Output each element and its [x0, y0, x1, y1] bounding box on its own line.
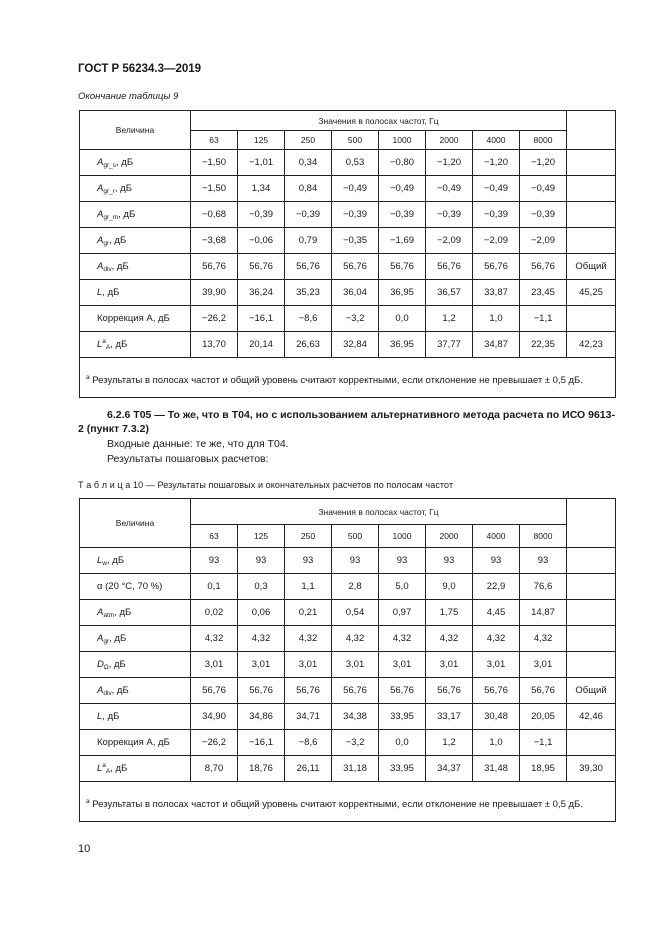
total-cell	[567, 730, 616, 756]
table-row	[80, 254, 616, 280]
freq-header-500: 500	[332, 525, 379, 548]
value-cell: 56,76	[379, 678, 426, 704]
table-row	[80, 730, 616, 756]
value-cell: 56,76	[426, 254, 473, 280]
row-symbol: A	[97, 234, 104, 246]
value-cell: 9,0	[426, 574, 473, 600]
value-cell: −0,39	[285, 202, 332, 228]
table-row	[80, 652, 616, 678]
value-cell: −2,09	[426, 228, 473, 254]
value-cell: −0,80	[379, 150, 426, 176]
row-subscript: div	[103, 265, 112, 273]
row-label	[80, 280, 191, 306]
row-subscript: gr	[103, 637, 110, 645]
value-cell: 0,02	[191, 600, 238, 626]
value-cell: 4,32	[332, 626, 379, 652]
value-cell: −3,68	[191, 228, 238, 254]
value-cell: 93	[238, 548, 285, 574]
value-cell: 3,01	[379, 652, 426, 678]
row-label	[80, 756, 191, 782]
value-cell: 22,35	[520, 332, 567, 358]
table-row	[80, 176, 616, 202]
freq-header-250: 250	[285, 131, 332, 150]
row-label	[80, 574, 191, 600]
value-cell: −26,2	[191, 730, 238, 756]
row-unit: , дБ	[114, 606, 132, 618]
total-cell	[567, 202, 616, 228]
value-cell: 93	[285, 548, 332, 574]
value-cell: −0,35	[332, 228, 379, 254]
value-cell: −1,1	[520, 306, 567, 332]
footnote-mark: а	[86, 797, 90, 805]
value-cell: 1,2	[426, 306, 473, 332]
total-cell: 42,46	[567, 704, 616, 730]
table-footnote	[80, 358, 616, 398]
freq-header-4000: 4000	[473, 525, 520, 548]
value-cell: 14,87	[520, 600, 567, 626]
row-label	[80, 254, 191, 280]
value-cell: −16,1	[238, 730, 285, 756]
value-cell: 56,76	[238, 678, 285, 704]
value-cell: −1,50	[191, 176, 238, 202]
value-cell: 0,06	[238, 600, 285, 626]
value-cell: 36,04	[332, 280, 379, 306]
section-heading-6-2-6: 6.2.6 Т05 — То же, что в Т04, но с использованием альтернативного метода расчета по ИСО 9613-2 (пункт 7.3.2)	[78, 409, 615, 435]
row-symbol: L	[97, 711, 103, 722]
value-cell: 93	[473, 548, 520, 574]
value-cell: 22,9	[473, 574, 520, 600]
value-cell: −1,69	[379, 228, 426, 254]
value-cell: −8,6	[285, 730, 332, 756]
value-cell: 93	[191, 548, 238, 574]
value-cell: −0,39	[238, 202, 285, 228]
row-label	[80, 704, 191, 730]
value-cell: 31,18	[332, 756, 379, 782]
row-label	[80, 150, 191, 176]
row-unit: , дБ	[110, 339, 128, 350]
column-header-total	[567, 111, 616, 150]
table-row	[80, 228, 616, 254]
freq-header-1000: 1000	[379, 525, 426, 548]
row-label	[80, 332, 191, 358]
value-cell: 56,76	[191, 678, 238, 704]
row-unit: , дБ	[107, 554, 125, 566]
value-cell: −3,2	[332, 730, 379, 756]
value-cell: 56,76	[332, 254, 379, 280]
value-cell: 33,95	[379, 704, 426, 730]
value-cell: 36,57	[426, 280, 473, 306]
row-symbol: A	[97, 632, 104, 644]
section-results-intro: Результаты пошаговых расчетов:	[107, 453, 269, 465]
value-cell: 4,32	[520, 626, 567, 652]
value-cell: 1,0	[473, 730, 520, 756]
value-cell: 34,38	[332, 704, 379, 730]
row-subscript: w	[102, 559, 107, 567]
value-cell: 26,11	[285, 756, 332, 782]
row-superscript: a	[102, 338, 106, 345]
value-cell: 93	[379, 548, 426, 574]
value-cell: −0,68	[191, 202, 238, 228]
total-cell	[567, 626, 616, 652]
table-row	[80, 756, 616, 782]
row-symbol: L	[97, 339, 103, 350]
row-subscript: div	[103, 689, 112, 697]
row-label	[80, 548, 191, 574]
freq-header-63: 63	[191, 525, 238, 548]
page-number: 10	[78, 843, 91, 855]
row-label	[80, 678, 191, 704]
row-label	[80, 626, 191, 652]
value-cell: −0,49	[426, 176, 473, 202]
freq-header-125: 125	[238, 131, 285, 150]
value-cell: 4,32	[191, 626, 238, 652]
value-cell: −0,49	[332, 176, 379, 202]
value-cell: 39,90	[191, 280, 238, 306]
table-10	[79, 498, 616, 822]
row-subscript: gr_s	[103, 161, 116, 169]
table-row	[80, 202, 616, 228]
freq-header-8000: 8000	[520, 525, 567, 548]
table9-continuation-caption: Окончание таблицы 9	[78, 91, 179, 102]
value-cell: −26,2	[191, 306, 238, 332]
footnote-text: Результаты в полосах частот и общий уровень считают корректными, если отклонение не превышает ± 0,5 дБ.	[92, 374, 583, 386]
value-cell: 36,95	[379, 332, 426, 358]
value-cell: 4,32	[238, 626, 285, 652]
table-footnote	[80, 782, 616, 822]
value-cell: 56,76	[238, 254, 285, 280]
value-cell: 36,24	[238, 280, 285, 306]
value-cell: 3,01	[426, 652, 473, 678]
value-cell: 13,70	[191, 332, 238, 358]
value-cell: −0,39	[332, 202, 379, 228]
value-cell: 3,01	[520, 652, 567, 678]
freq-header-250: 250	[285, 525, 332, 548]
freq-header-125: 125	[238, 525, 285, 548]
row-symbol: L	[97, 763, 103, 774]
value-cell: 56,76	[520, 678, 567, 704]
value-cell: 37,77	[426, 332, 473, 358]
value-cell: 3,01	[238, 652, 285, 678]
value-cell: 0,1	[191, 574, 238, 600]
row-unit: , дБ	[114, 182, 132, 194]
value-cell: 56,76	[285, 254, 332, 280]
value-cell: −1,50	[191, 150, 238, 176]
column-header-total	[567, 499, 616, 548]
value-cell: 93	[332, 548, 379, 574]
document-header-standard: ГОСТ Р 56234.3—2019	[78, 63, 202, 75]
value-cell: 30,48	[473, 704, 520, 730]
value-cell: 26,63	[285, 332, 332, 358]
row-symbol: L	[97, 554, 103, 566]
value-cell: 1,2	[426, 730, 473, 756]
value-cell: 34,86	[238, 704, 285, 730]
row-superscript: a	[102, 762, 106, 769]
table-row	[80, 704, 616, 730]
value-cell: 0,3	[238, 574, 285, 600]
total-cell: Общий	[567, 678, 616, 704]
value-cell: 3,01	[473, 652, 520, 678]
table-row	[80, 574, 616, 600]
row-unit: α (20 °С, 70 %)	[97, 581, 163, 592]
column-header-quantity: Величина	[80, 111, 191, 150]
row-subscript: Ω	[103, 663, 109, 671]
value-cell: 34,87	[473, 332, 520, 358]
row-unit: , дБ	[109, 632, 127, 644]
column-header-frequency-group: Значения в полосах частот, Гц	[191, 499, 567, 525]
footnote-mark: а	[86, 373, 90, 381]
row-label	[80, 306, 191, 332]
row-symbol: A	[97, 684, 104, 696]
section-input-data: Входные данные: те же, что для Т04.	[107, 438, 289, 450]
total-cell	[567, 176, 616, 202]
row-unit: , дБ	[102, 711, 120, 722]
table-row	[80, 548, 616, 574]
value-cell: 56,76	[520, 254, 567, 280]
value-cell: 18,76	[238, 756, 285, 782]
value-cell: −1,1	[520, 730, 567, 756]
value-cell: −0,39	[473, 202, 520, 228]
value-cell: 1,0	[473, 306, 520, 332]
row-symbol: D	[97, 658, 104, 670]
value-cell: 56,76	[473, 678, 520, 704]
row-unit: Коррекция А, дБ	[97, 313, 170, 324]
value-cell: 33,17	[426, 704, 473, 730]
value-cell: 35,23	[285, 280, 332, 306]
value-cell: 20,14	[238, 332, 285, 358]
value-cell: 33,95	[379, 756, 426, 782]
freq-header-2000: 2000	[426, 131, 473, 150]
value-cell: 0,84	[285, 176, 332, 202]
value-cell: 0,79	[285, 228, 332, 254]
total-cell	[567, 306, 616, 332]
value-cell: −1,20	[426, 150, 473, 176]
column-header-quantity: Величина	[80, 499, 191, 548]
total-cell: 42,23	[567, 332, 616, 358]
row-unit: , дБ	[116, 156, 134, 168]
row-label	[80, 730, 191, 756]
row-subscript: gr_r	[103, 187, 115, 195]
row-subscript: gr_m	[103, 213, 119, 221]
freq-header-4000: 4000	[473, 131, 520, 150]
row-unit: , дБ	[108, 658, 126, 670]
column-header-frequency-group: Значения в полосах частот, Гц	[191, 111, 567, 131]
value-cell: 1,75	[426, 600, 473, 626]
table-row	[80, 150, 616, 176]
row-symbol: A	[97, 182, 104, 194]
value-cell: 56,76	[191, 254, 238, 280]
row-label	[80, 600, 191, 626]
value-cell: 0,0	[379, 306, 426, 332]
value-cell: 23,45	[520, 280, 567, 306]
row-label	[80, 652, 191, 678]
value-cell: 4,45	[473, 600, 520, 626]
value-cell: −0,49	[473, 176, 520, 202]
total-cell: 39,30	[567, 756, 616, 782]
value-cell: −0,39	[520, 202, 567, 228]
value-cell: 34,37	[426, 756, 473, 782]
value-cell: 56,76	[285, 678, 332, 704]
value-cell: 56,76	[473, 254, 520, 280]
total-cell	[567, 228, 616, 254]
row-unit: Коррекция А, дБ	[97, 737, 170, 748]
value-cell: 1,34	[238, 176, 285, 202]
value-cell: −0,49	[520, 176, 567, 202]
value-cell: −0,39	[426, 202, 473, 228]
total-cell: Общий	[567, 254, 616, 280]
row-unit: , дБ	[111, 684, 129, 696]
table-row	[80, 306, 616, 332]
value-cell: 20,05	[520, 704, 567, 730]
value-cell: −0,39	[379, 202, 426, 228]
value-cell: 34,90	[191, 704, 238, 730]
value-cell: −3,2	[332, 306, 379, 332]
value-cell: 33,87	[473, 280, 520, 306]
total-cell	[567, 150, 616, 176]
value-cell: −2,09	[473, 228, 520, 254]
row-label	[80, 228, 191, 254]
row-label	[80, 176, 191, 202]
freq-header-2000: 2000	[426, 525, 473, 548]
row-label	[80, 202, 191, 228]
total-cell	[567, 600, 616, 626]
total-cell	[567, 574, 616, 600]
value-cell: 18,95	[520, 756, 567, 782]
row-subscript: A	[105, 768, 111, 775]
value-cell: 1,1	[285, 574, 332, 600]
row-symbol: A	[97, 156, 104, 168]
row-symbol: L	[97, 287, 103, 298]
value-cell: 4,32	[379, 626, 426, 652]
value-cell: −8,6	[285, 306, 332, 332]
row-unit: , дБ	[109, 234, 127, 246]
table-row	[80, 600, 616, 626]
total-cell: 45,25	[567, 280, 616, 306]
value-cell: 8,70	[191, 756, 238, 782]
value-cell: 76,6	[520, 574, 567, 600]
row-unit: , дБ	[110, 763, 128, 774]
value-cell: −2,09	[520, 228, 567, 254]
freq-header-500: 500	[332, 131, 379, 150]
row-symbol: A	[97, 606, 104, 618]
row-subscript: gr	[103, 239, 110, 247]
row-unit: , дБ	[102, 287, 120, 298]
value-cell: 93	[426, 548, 473, 574]
value-cell: −0,06	[238, 228, 285, 254]
value-cell: 4,32	[426, 626, 473, 652]
row-unit: , дБ	[118, 208, 136, 220]
total-cell	[567, 652, 616, 678]
value-cell: 0,21	[285, 600, 332, 626]
row-subscript: atm	[103, 611, 115, 619]
value-cell: −1,01	[238, 150, 285, 176]
row-subscript: A	[105, 344, 111, 351]
value-cell: 56,76	[426, 678, 473, 704]
total-cell	[567, 548, 616, 574]
value-cell: 93	[520, 548, 567, 574]
table-row	[80, 678, 616, 704]
value-cell: 0,54	[332, 600, 379, 626]
value-cell: 5,0	[379, 574, 426, 600]
value-cell: −16,1	[238, 306, 285, 332]
row-unit: , дБ	[111, 260, 129, 272]
value-cell: 4,32	[285, 626, 332, 652]
table-row	[80, 280, 616, 306]
value-cell: 56,76	[332, 678, 379, 704]
row-symbol: A	[97, 208, 104, 220]
table-row	[80, 332, 616, 358]
value-cell: 3,01	[332, 652, 379, 678]
value-cell: 0,97	[379, 600, 426, 626]
table-row	[80, 626, 616, 652]
value-cell: 34,71	[285, 704, 332, 730]
row-symbol: A	[97, 260, 104, 272]
value-cell: 32,84	[332, 332, 379, 358]
value-cell: 36,95	[379, 280, 426, 306]
value-cell: 2,8	[332, 574, 379, 600]
value-cell: 0,53	[332, 150, 379, 176]
freq-header-63: 63	[191, 131, 238, 150]
value-cell: 0,34	[285, 150, 332, 176]
table10-caption: Т а б л и ц а 10 — Результаты пошаговых и окончательных расчетов по полосам частот	[78, 480, 454, 490]
value-cell: 56,76	[379, 254, 426, 280]
value-cell: 3,01	[191, 652, 238, 678]
value-cell: 0,0	[379, 730, 426, 756]
value-cell: −0,49	[379, 176, 426, 202]
value-cell: −1,20	[520, 150, 567, 176]
table-9	[79, 110, 616, 398]
value-cell: −1,20	[473, 150, 520, 176]
value-cell: 3,01	[285, 652, 332, 678]
freq-header-1000: 1000	[379, 131, 426, 150]
value-cell: 4,32	[473, 626, 520, 652]
freq-header-8000: 8000	[520, 131, 567, 150]
value-cell: 31,48	[473, 756, 520, 782]
footnote-text: Результаты в полосах частот и общий уровень считают корректными, если отклонение не превышает ± 0,5 дБ.	[92, 798, 583, 810]
